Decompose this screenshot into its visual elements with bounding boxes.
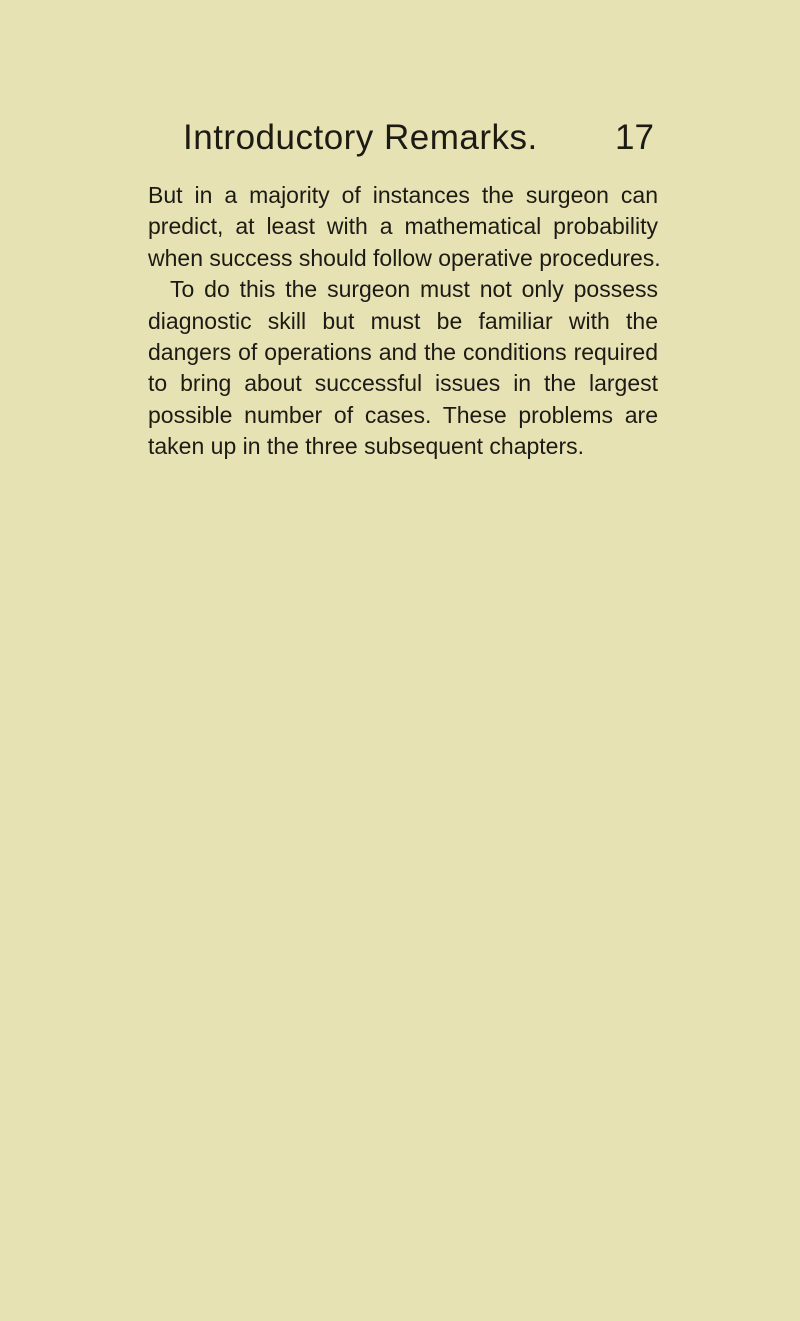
text-line: possible number of cases. These problems are [148,401,658,428]
text-line: predict, at least with a mathematical probability [148,213,658,240]
text-line: To do this the surgeon must not only possess [170,276,658,303]
running-head-title: Introductory Remarks. [183,118,538,157]
text-line: But in a majority of instances the surgeon can [148,182,658,208]
text-line: taken up in the three subsequent chapters. [148,433,585,460]
body-paragraph [148,180,661,463]
text-line: to bring about successful issues in the largest [148,370,658,397]
text-line: diagnostic skill but must be familiar with the [148,307,658,334]
page-number: 17 [615,118,654,157]
text-line: dangers of operations and the conditions required [148,338,658,365]
text-line: when success should follow operative procedures. [148,244,661,271]
running-head [0,118,800,168]
